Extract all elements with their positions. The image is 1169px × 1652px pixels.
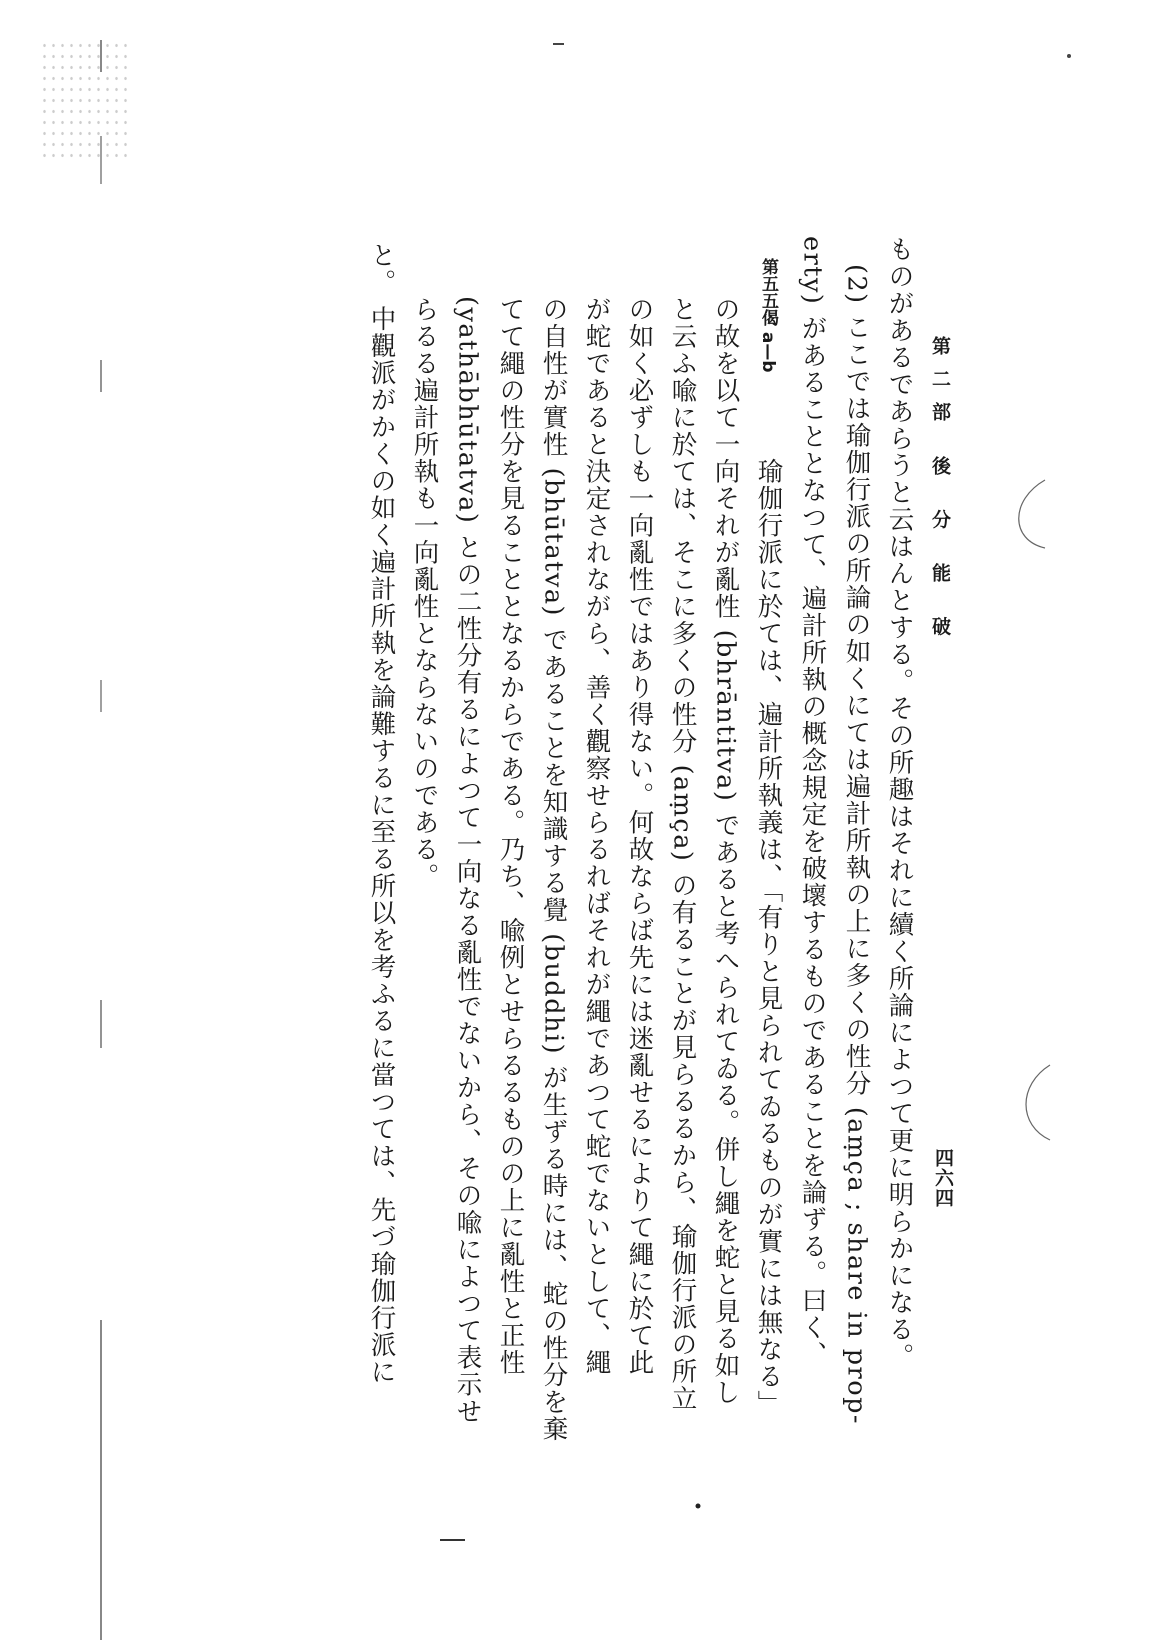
running-header-title: 第二部 後 分 能 破 bbox=[929, 336, 951, 650]
text-column-7: の如く必ずしも一向亂性ではあり得ない。何故ならば先には迷亂せるによりて繩に於て此 bbox=[624, 296, 655, 1376]
text-column-4: 瑜伽行派に於ては、遍計所執義は、「有りと見られてゐるものが實には無なる」 bbox=[753, 458, 784, 1418]
text-column-6: と云ふ喩に於ては、そこに多くの性分 (aṃça) の有ることが見らるるから、瑜伽行派の所立 bbox=[667, 296, 698, 1412]
text-column-3: erty) があることとなつて、遍計所執の概念規定を破壞するものであることを論ずる。曰く、 bbox=[797, 236, 828, 1368]
text-column-8: が蛇であると決定されながら、善く觀察せらるればそれが繩であつて蛇でないとして、繩 bbox=[581, 296, 612, 1376]
text-column-13: と。 中觀派がかくの如く遍計所執を論難するに至る所以を考ふるに當つては、先づ瑜伽行派に bbox=[366, 242, 397, 1386]
text-column-11: (yathābhūtatva) との二性分有るによつて一向なる亂性でないから、その喩によつて表示せ bbox=[452, 296, 483, 1425]
verse-label: 第五五偈 a—b bbox=[758, 258, 778, 373]
text-column-1: ものがあるであらうと云はんとする。その所趣はそれに續く所論によつて更に明らかになる。 bbox=[884, 236, 915, 1370]
page-number: 四六四 bbox=[932, 1148, 954, 1208]
text-column-12: らるる遍計所執も一向亂性とならないのである。 bbox=[409, 296, 440, 890]
text-column-2: (2) ここでは瑜伽行派の所論の如くにては遍計所執の上に多くの性分 (aṃça ; share in prop- bbox=[841, 264, 872, 1426]
text-column-5: の故を以て一向それが亂性 (bhrāntitva) であると考へられてゐる。併し繩を蛇と見る如し bbox=[710, 296, 741, 1406]
text-column-9: の自性が實性 (bhūtatva) であることを知識する覺 (buddhi) が生ずる時には、蛇の性分を棄 bbox=[538, 296, 569, 1443]
text-column-10: てて繩の性分を見ることとなるからである。乃ち、喩例とせらるるものの上に亂性と正性 bbox=[495, 296, 526, 1376]
